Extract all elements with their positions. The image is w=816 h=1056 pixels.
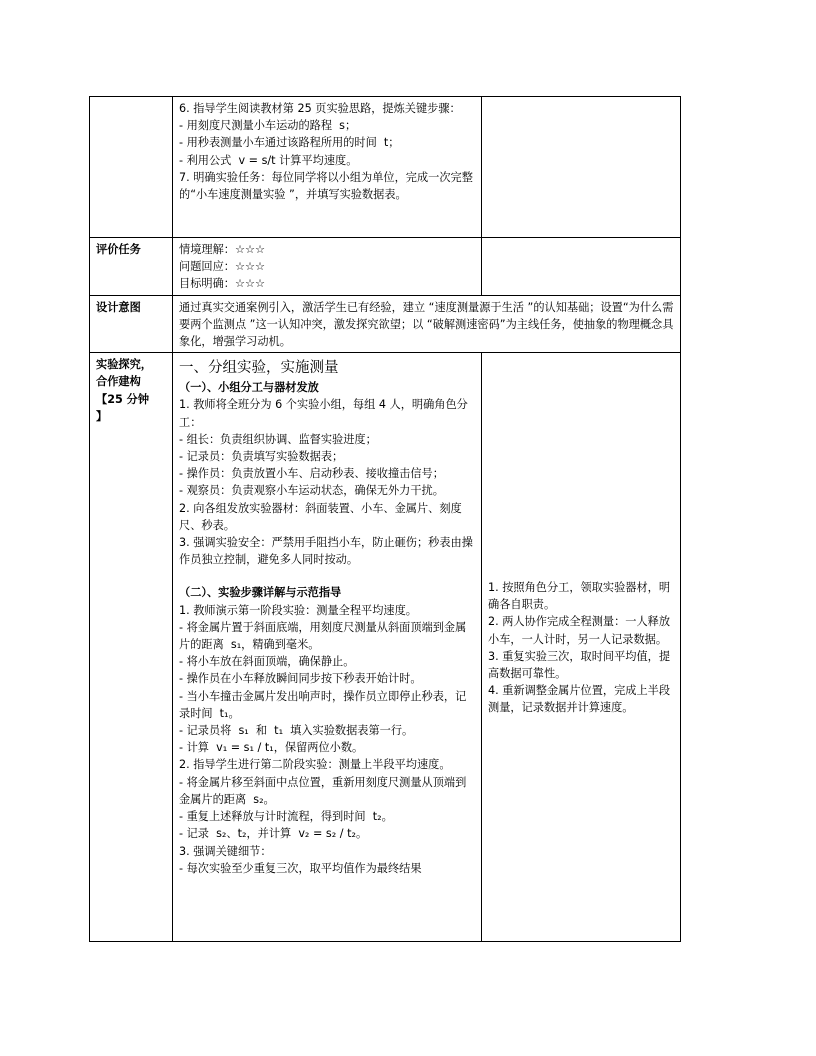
- row-label-empty: [90, 97, 173, 238]
- step-line: 3. 强调实验安全：严禁用手阻挡小车，防止砸伤；秒表由操作员独立控制，避免多人同时按动。: [179, 536, 473, 567]
- label-line: 实验探究，: [96, 358, 152, 372]
- student-step: 4. 重新调整金属片位置，完成上半段测量，记录数据并计算速度。: [488, 684, 671, 715]
- student-activity-cell: [482, 97, 681, 238]
- subsection-title: （一）、小组分工与器材发放: [179, 381, 319, 395]
- step-line: 2. 向各组发放实验器材：斜面装置、小车、金属片、刻度尺、秒表。: [179, 501, 462, 532]
- subsection-title: （二）、实验步骤详解与示范指导: [179, 586, 342, 600]
- section-heading: 一、分组实验，实施测量: [179, 360, 339, 377]
- row-label-evaluation: 评价任务: [90, 238, 173, 296]
- design-intent-text: 通过真实交通案例引入，激活学生已有经验，建立 “速度测量源于生活 ”的认知基础；设置“为什么需要两个监测点 ”这一认知冲突，激发探究欲望；以 “破解测速密码”为主线任务，使抽象的物理概念具象化，增强学习动机。: [179, 300, 674, 349]
- spacer: [179, 568, 475, 584]
- step-line: - 将金属片移至斜面中点位置，重新用刻度尺测量从顶端到金属片的距离 s₂。: [179, 775, 467, 806]
- row-evaluation: [90, 238, 681, 296]
- step-line: - 观察员：负责观察小车运动状态，确保无外力干扰。: [179, 484, 444, 498]
- evaluation-empty-cell: [482, 238, 681, 296]
- label-line: 】: [96, 409, 108, 423]
- process-line: - 用刻度尺测量小车运动的路程 s；: [179, 119, 357, 133]
- step-line: 1. 教师演示第一阶段实验：测量全程平均速度。: [179, 603, 417, 617]
- process-line: - 利用公式 v = s/t 计算平均速度。: [179, 153, 358, 167]
- design-intent-cell: [173, 295, 681, 353]
- row-label-experiment: [90, 353, 173, 942]
- evaluation-item: 情境理解：☆☆☆: [179, 243, 266, 256]
- step-line: - 记录 s₂、t₂，并计算 v₂ = s₂ / t₂。: [179, 827, 368, 841]
- student-step: 2. 两人协作完成全程测量：一人释放小车，一人计时，另一人记录数据。: [488, 615, 671, 646]
- process-line: 6. 指导学生阅读教材第 25 页实验思路，提炼关键步骤：: [179, 102, 461, 115]
- step-line: - 操作员：负责放置小车、启动秒表、接收撞击信号；: [179, 467, 444, 481]
- step-line: - 每次实验至少重复三次，取平均值作为最终结果: [179, 861, 422, 875]
- step-line: - 将金属片置于斜面底端，用刻度尺测量从斜面顶端到金属片的距离 s₁，精确到毫米。: [179, 620, 467, 652]
- step-line: 1. 教师将全班分为 6 个实验小组，每组 4 人，明确角色分工：: [179, 398, 468, 429]
- teacher-activity-cell: [173, 97, 482, 238]
- student-step: 1. 按照角色分工，领取实验器材，明确各自职责。: [488, 580, 671, 612]
- row-label-design: 设计意图: [90, 295, 173, 353]
- row-reading-task: [90, 97, 681, 238]
- step-line: - 记录员：负责填写实验数据表；: [179, 450, 344, 464]
- student-activity-cell: [482, 353, 681, 942]
- step-line: - 将小车放在斜面顶端，确保静止。: [179, 655, 355, 669]
- step-line: - 重复上述释放与计时流程，得到时间 t₂。: [179, 810, 393, 824]
- label-line: 【25 分钟: [96, 392, 150, 406]
- row-design-intent: [90, 295, 681, 353]
- step-line: - 组长：负责组织协调、监督实验进度；: [179, 432, 377, 446]
- label-line: 合作建构: [96, 375, 141, 389]
- process-line: 7. 明确实验任务：每位同学将以小组为单位，完成一次完整的“小车速度测量实验 ”，并填写实验数据表。: [179, 170, 473, 202]
- lesson-plan-table: [89, 96, 681, 942]
- step-line: - 操作员在小车释放瞬间同步按下秒表开始计时。: [179, 672, 422, 686]
- evaluation-item: 问题回应：☆☆☆: [179, 260, 266, 274]
- row-experiment: [90, 353, 681, 942]
- teacher-activity-cell: [173, 353, 482, 942]
- step-line: 3. 强调关键细节：: [179, 844, 272, 858]
- step-line: - 计算 v₁ = s₁ / t₁，保留两位小数。: [179, 741, 364, 755]
- step-line: - 当小车撞击金属片发出响声时，操作员立即停止秒表，记录时间 t₁。: [179, 689, 467, 720]
- process-line: - 用秒表测量小车通过该路程所用的时间 t；: [179, 136, 400, 150]
- evaluation-cell: [173, 238, 482, 296]
- step-line: - 记录员将 s₁ 和 t₁ 填入实验数据表第一行。: [179, 724, 414, 738]
- evaluation-item: 目标明确：☆☆☆: [179, 277, 266, 291]
- student-step: 3. 重复实验三次，取时间平均值，提高数据可靠性。: [488, 649, 671, 680]
- step-line: 2. 指导学生进行第二阶段实验：测量上半段平均速度。: [179, 758, 451, 772]
